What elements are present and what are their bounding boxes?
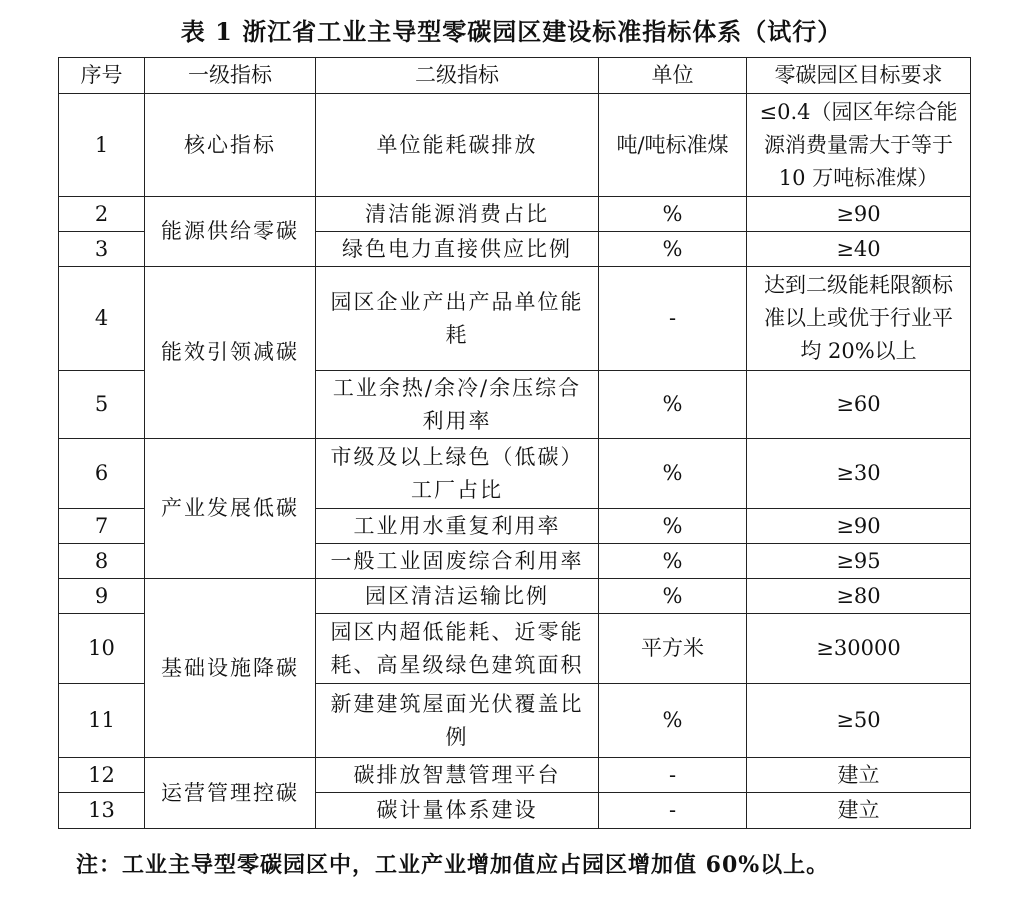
row-no: 12 — [59, 758, 145, 793]
row-level2: 工业余热/余冷/余压综合利用率 — [316, 371, 599, 439]
table-row — [59, 579, 971, 614]
row-level1: 能源供给零碳 — [145, 197, 316, 267]
row-level2: 市级及以上绿色（低碳）工厂占比 — [316, 439, 599, 509]
table-row — [59, 439, 971, 509]
row-level2: 工业用水重复利用率 — [316, 509, 599, 544]
row-no: 3 — [59, 232, 145, 267]
row-level2: 单位能耗碳排放 — [316, 94, 599, 197]
row-no: 4 — [59, 267, 145, 371]
row-target: ≥90 — [747, 509, 971, 544]
row-target: 建立 — [747, 758, 971, 793]
row-unit: % — [599, 439, 747, 509]
row-unit: % — [599, 509, 747, 544]
row-no: 10 — [59, 614, 145, 684]
row-level1: 基础设施降碳 — [145, 579, 316, 758]
row-target: ≥95 — [747, 544, 971, 579]
header-unit: 单位 — [599, 58, 747, 94]
row-no: 8 — [59, 544, 145, 579]
row-target: 建立 — [747, 793, 971, 829]
table-row — [59, 94, 971, 197]
row-unit: % — [599, 232, 747, 267]
row-level2: 园区清洁运输比例 — [316, 579, 599, 614]
row-level2: 碳计量体系建设 — [316, 793, 599, 829]
row-level2: 碳排放智慧管理平台 — [316, 758, 599, 793]
row-target: ≥80 — [747, 579, 971, 614]
row-level2: 新建建筑屋面光伏覆盖比例 — [316, 684, 599, 758]
table-row — [59, 267, 971, 371]
row-no: 9 — [59, 579, 145, 614]
row-unit: % — [599, 371, 747, 439]
table-row — [59, 758, 971, 793]
row-target: ≥40 — [747, 232, 971, 267]
header-target: 零碳园区目标要求 — [747, 58, 971, 94]
row-no: 11 — [59, 684, 145, 758]
row-unit: % — [599, 197, 747, 232]
row-target: ≥50 — [747, 684, 971, 758]
row-unit: - — [599, 267, 747, 371]
row-level2: 清洁能源消费占比 — [316, 197, 599, 232]
row-target: ≤0.4（园区年综合能源消费量需大于等于 10 万吨标准煤） — [747, 94, 971, 197]
row-level2: 绿色电力直接供应比例 — [316, 232, 599, 267]
row-no: 13 — [59, 793, 145, 829]
row-no: 5 — [59, 371, 145, 439]
row-target: ≥90 — [747, 197, 971, 232]
table-title: 表 1 浙江省工业主导型零碳园区建设标准指标体系（试行） — [180, 17, 843, 46]
table-header-row — [59, 58, 971, 94]
header-level1: 一级指标 — [145, 58, 316, 94]
row-target: 达到二级能耗限额标准以上或优于行业平均 20%以上 — [747, 267, 971, 371]
header-no: 序号 — [59, 58, 145, 94]
row-unit: % — [599, 544, 747, 579]
row-unit: - — [599, 793, 747, 829]
row-unit: 吨/吨标准煤 — [599, 94, 747, 197]
row-level2: 一般工业固废综合利用率 — [316, 544, 599, 579]
row-level1: 运营管理控碳 — [145, 758, 316, 829]
row-level1: 能效引领减碳 — [145, 267, 316, 439]
row-level2: 园区内超低能耗、近零能耗、高星级绿色建筑面积 — [316, 614, 599, 684]
row-unit: % — [599, 579, 747, 614]
row-level1: 核心指标 — [145, 94, 316, 197]
row-no: 2 — [59, 197, 145, 232]
row-level1: 产业发展低碳 — [145, 439, 316, 579]
row-no: 6 — [59, 439, 145, 509]
row-no: 7 — [59, 509, 145, 544]
table-row — [59, 197, 971, 232]
row-target: ≥30 — [747, 439, 971, 509]
row-unit: - — [599, 758, 747, 793]
row-unit: % — [599, 684, 747, 758]
row-target: ≥60 — [747, 371, 971, 439]
row-target: ≥30000 — [747, 614, 971, 684]
header-level2: 二级指标 — [316, 58, 599, 94]
indicator-table — [58, 57, 971, 829]
row-no: 1 — [59, 94, 145, 197]
row-unit: 平方米 — [599, 614, 747, 684]
row-level2: 园区企业产出产品单位能耗 — [316, 267, 599, 371]
footnote: 注：工业主导型零碳园区中，工业产业增加值应占园区增加值 60%以上。 — [76, 852, 830, 878]
